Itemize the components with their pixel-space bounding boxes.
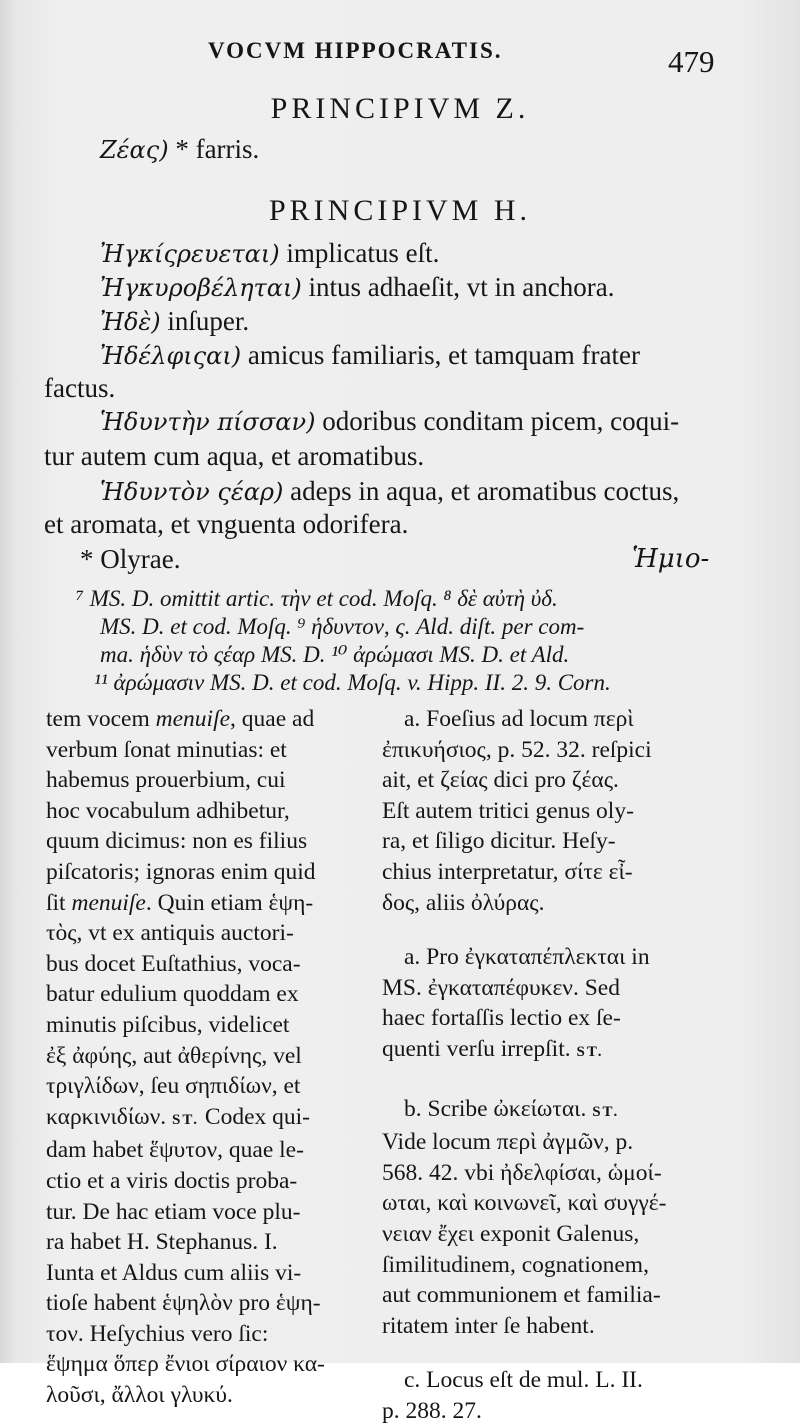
entry-term: Ἡδυντὴν πίσσαν) xyxy=(100,408,316,436)
right-column-line: a. Pro ἐγκαταπέπλεκται in xyxy=(404,944,650,971)
left-column-line: tur. De hac etiam voce plu- xyxy=(46,1198,301,1225)
left-column-line: τριγλίδων, ſeu σηπιδίων, et xyxy=(46,1073,301,1100)
note-a-foesius xyxy=(382,704,712,918)
left-column-line: ἐξ ἀφύης, aut ἀθερίνης, vel xyxy=(46,1042,302,1069)
left-column-line: batur edulium quoddam ex xyxy=(46,981,299,1008)
catchword: Ἡμιο- xyxy=(632,544,710,574)
entry-term: Ἠγκυροβέληται) xyxy=(100,274,302,302)
right-column-line: haec fortaſſis lectio ex ſe- xyxy=(382,1005,621,1032)
h-entry-line xyxy=(100,272,614,303)
h-entry-line xyxy=(100,476,679,507)
footnote-line: ⁷ MS. D. omittit artic. τὴν et cod. Moſq. ⁸ δὲ αὐτὴ ὐδ. xyxy=(76,586,558,611)
entry-term: Ἠδὲ) xyxy=(100,308,161,336)
h-entry-line xyxy=(100,406,679,437)
right-column-line: aut communionem et familia- xyxy=(382,1282,661,1309)
right-column-line: chius interpretatur, σίτε εἶ- xyxy=(382,858,633,885)
right-column-line: ſimilitudinem, cognationem, xyxy=(382,1251,649,1278)
h-entry-line xyxy=(44,373,115,404)
h-entry-line xyxy=(100,238,439,269)
left-column-line: bus docet Euſtathius, voca- xyxy=(46,950,301,977)
note-b-scribe xyxy=(382,1094,712,1342)
entry-gloss: amicus familiaris, et tamquam frater xyxy=(241,340,640,370)
entry-term: Ἠγκίςρευεται) xyxy=(100,240,280,268)
left-column-line: hoc vocabulum adhibetur, xyxy=(46,797,290,824)
footnote-line: MS. D. et cod. Moſq. ⁹ ἡδυντον, ς. Ald. diſt. per com- xyxy=(100,614,585,639)
left-column-line: ἕψημα ὅπερ ἔνιοι σίραιον κα- xyxy=(46,1351,325,1378)
left-column-line: ctio et a viris doctis proba- xyxy=(46,1167,298,1194)
left-column-line: καρκινιδίων. ST. Codex qui- xyxy=(46,1103,310,1130)
page-number: 479 xyxy=(668,44,715,79)
entry-gloss: implicatus eſt. xyxy=(279,238,440,268)
left-column-line: ra habet H. Stephanus. I. xyxy=(46,1229,278,1256)
right-column-line: MS. ἐγκαταπέφυκεν. Sed xyxy=(382,974,620,1001)
entry-gloss: odoribus conditam picem, coqui- xyxy=(315,406,680,436)
entry-marker: * xyxy=(175,134,189,164)
right-column-line: 568. 42. vbi ἠδελφίσαι, ὡμοί- xyxy=(382,1159,662,1186)
entry-gloss: factus. xyxy=(44,373,116,403)
section-heading-h: PRINCIPIVM H. xyxy=(268,194,532,227)
entry-term: Ἡδυντὸν ςέαρ) xyxy=(100,478,284,506)
section-heading-z: PRINCIPIVM Z. xyxy=(270,92,530,125)
right-column-line: ait, et ζείας dici pro ζέας. xyxy=(382,767,619,794)
right-column-line: Vide locum περὶ ἀγμῶν, p. xyxy=(382,1129,634,1156)
h-entry-line xyxy=(100,340,640,371)
right-column-line: ἐπικυήσιος, p. 52. 32. reſpici xyxy=(382,736,652,763)
right-column-line: quenti verſu irrepſit. ST. xyxy=(382,1035,604,1062)
left-column-line: τὸς, vt ex antiquis auctori- xyxy=(46,920,294,947)
left-column-line: λοῦσι, ἄλλοι γλυκύ. xyxy=(46,1382,233,1409)
left-column-line: tem vocem menuiſe, quae ad xyxy=(46,706,315,732)
right-column-line: a. Foeſius ad locum περὶ xyxy=(404,706,634,732)
right-column-line: ra, et ſiligo dicitur. Heſy- xyxy=(382,828,616,855)
right-column-line: b. Scribe ὠκείωται. ST. xyxy=(404,1095,620,1122)
entry-gloss: et aromata, et vnguenta odorifera. xyxy=(44,509,409,539)
entry-term: Ζέας) xyxy=(100,136,169,164)
note-c-locus xyxy=(382,1365,712,1426)
right-column-line: Eſt autem tritici genus oly- xyxy=(382,797,634,824)
left-column-line: ſit menuiſe. Quin etiam ἑψη- xyxy=(46,889,314,916)
footnote-line: ma. ἡδὺν τὸ ςέαρ MS. D. ¹⁰ ἀρώμασι MS. D. et Ald. xyxy=(100,642,570,667)
left-column-line: τον. Heſychius vero ſic: xyxy=(46,1320,269,1347)
left-column-line: verbum ſonat minutias: et xyxy=(46,736,287,763)
left-column-line: Iunta et Aldus cum aliis vi- xyxy=(46,1259,302,1286)
right-column-line: νειαν ἔχει exponit Galenus, xyxy=(382,1220,640,1247)
entry-gloss: inſuper. xyxy=(160,306,250,336)
right-column xyxy=(382,704,712,1426)
left-column-line: piſcatoris; ignoras enim quid xyxy=(46,858,316,885)
entry-gloss: farris. xyxy=(195,134,260,164)
note-a-pro xyxy=(382,942,712,1067)
right-column-line: δος, aliis ὀλύρας. xyxy=(382,889,545,916)
running-title: VOCVM HIPPOCRATIS. xyxy=(208,38,503,63)
entry-gloss: intus adhaeſit, vt in anchora. xyxy=(301,272,615,302)
right-column-line: p. 288. 27. xyxy=(382,1397,482,1424)
left-column-line: tioſe habent ἑψηλὸν pro ἑψη- xyxy=(46,1290,321,1317)
entry-zeas xyxy=(100,134,259,165)
right-column-line: ωται, καὶ κοινωνεῖ, καὶ συγγέ- xyxy=(382,1190,667,1217)
entry-gloss: adeps in aqua, et aromatibus coctus, xyxy=(283,476,680,506)
entry-term: Ἠδέλφιςαι) xyxy=(100,342,242,370)
right-column-line: c. Locus eſt de mul. L. II. xyxy=(404,1367,643,1394)
left-column-line: dam habet ἕψυτον, quae le- xyxy=(46,1137,304,1164)
left-column-line: quum dicimus: non es filius xyxy=(46,828,308,855)
olyrae-note: * Olyrae. xyxy=(80,544,181,574)
right-column-line: ritatem inter ſe habent. xyxy=(382,1312,595,1339)
h-entry-line xyxy=(44,509,408,540)
h-entry-line xyxy=(44,441,424,472)
left-column xyxy=(46,704,366,1411)
left-column-line: habemus prouerbium, cui xyxy=(46,767,286,794)
left-column-line: minutis piſcibus, videlicet xyxy=(46,1011,290,1038)
footnote-line: ¹¹ ἀρώμασιν MS. D. et cod. Moſq. v. Hipp. II. 2. 9. Corn. xyxy=(94,670,611,695)
h-entry-line xyxy=(100,306,249,337)
entry-gloss: tur autem cum aqua, et aromatibus. xyxy=(44,441,425,471)
